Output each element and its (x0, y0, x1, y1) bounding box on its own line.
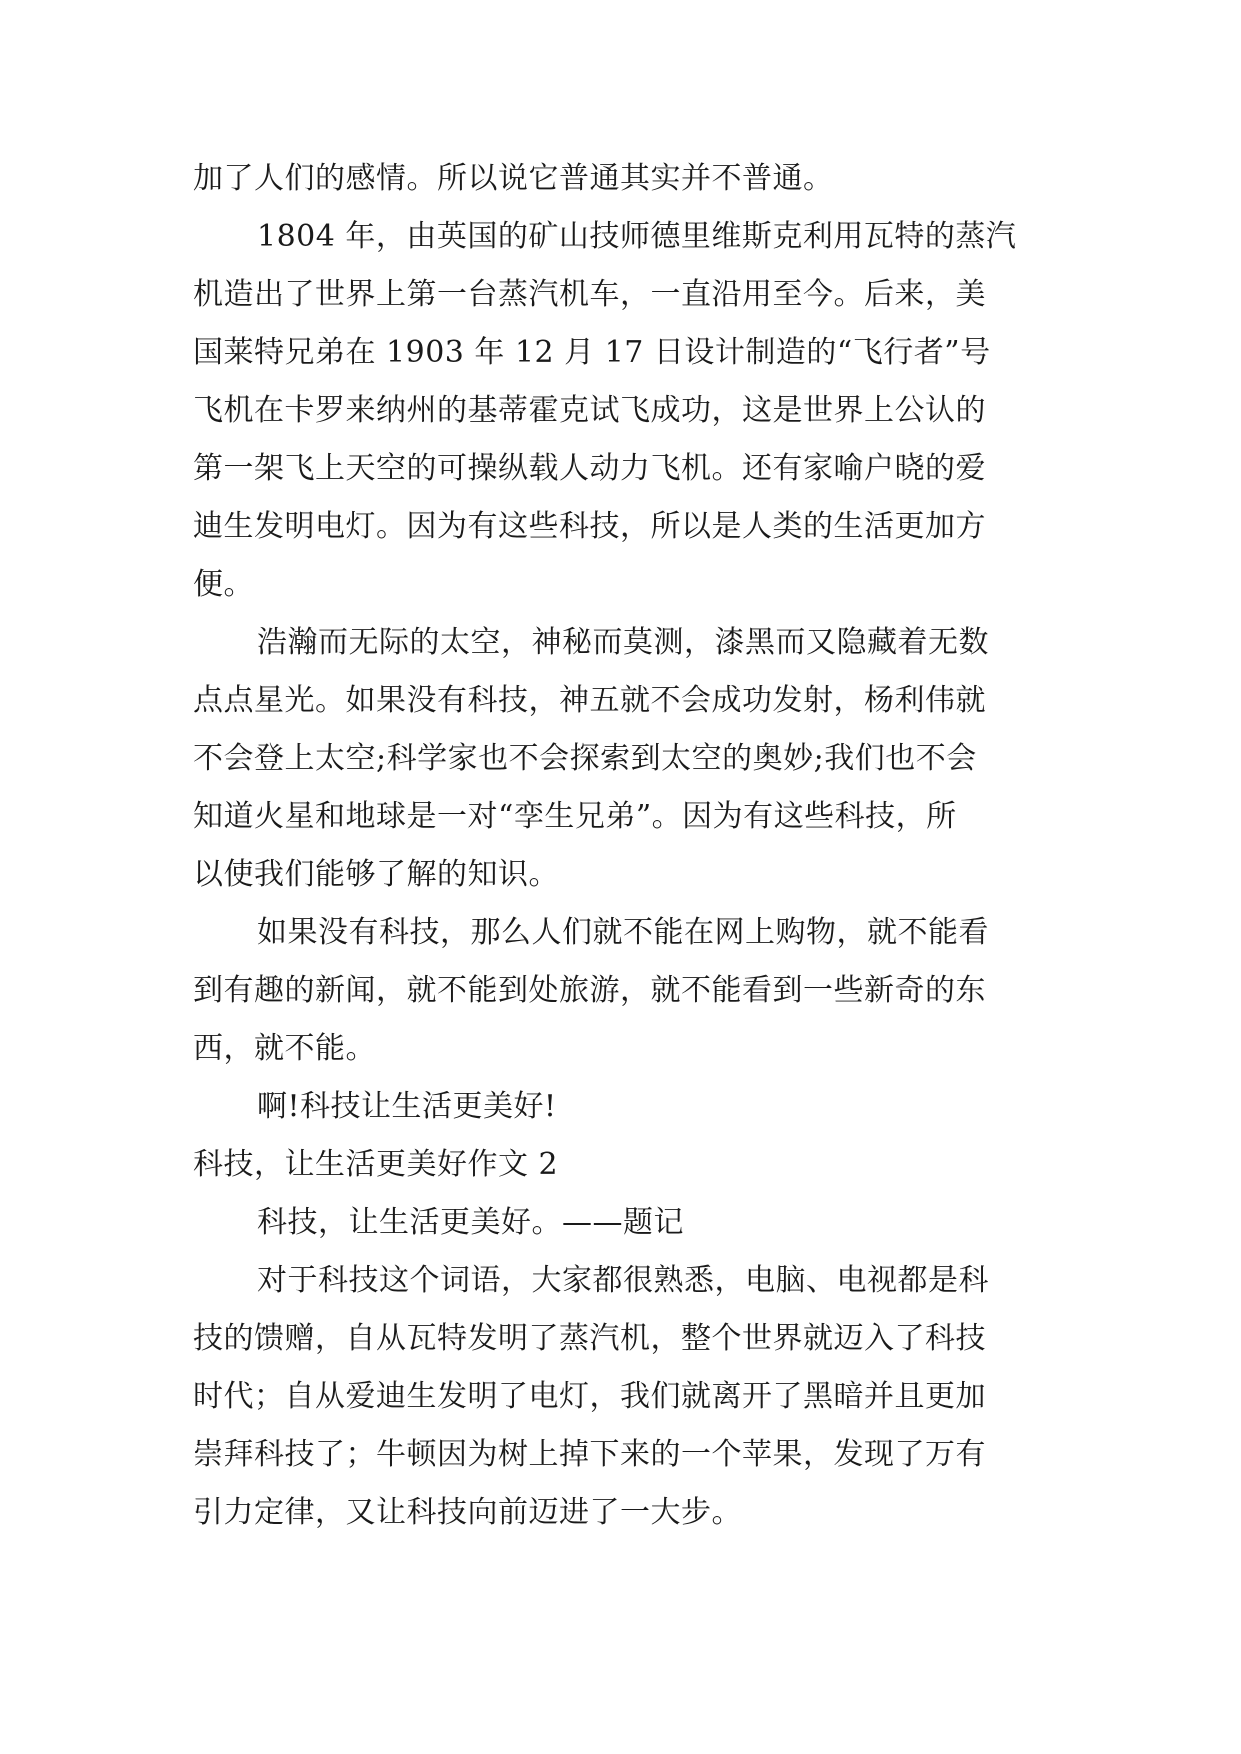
paragraph-start-line: 浩瀚而无际的太空，神秘而莫测，漆黑而又隐藏着无数 (257, 625, 989, 660)
text-line: 便。 (193, 567, 254, 602)
paragraph-start-line: 对于科技这个词语，大家都很熟悉，电脑、电视都是科 (257, 1263, 989, 1298)
text-line: 技的馈赠，自从瓦特发明了蒸汽机，整个世界就迈入了科技 (193, 1321, 986, 1356)
essay-heading: 科技，让生活更美好作文 2 (193, 1147, 559, 1182)
text-line: 第一架飞上天空的可操纵载人动力飞机。还有家喻户晓的爱 (193, 451, 986, 486)
paragraph-start-line: 1804 年，由英国的矿山技师德里维斯克利用瓦特的蒸汽 (257, 219, 1017, 254)
text-line: 引力定律，又让科技向前迈进了一大步。 (193, 1495, 742, 1530)
text-line: 西，就不能。 (193, 1031, 376, 1066)
text-line: 点点星光。如果没有科技，神五就不会成功发射，杨利伟就 (193, 683, 986, 718)
text-line: 时代；自从爱迪生发明了电灯，我们就离开了黑暗并且更加 (193, 1379, 986, 1414)
paragraph-start-line: 如果没有科技，那么人们就不能在网上购物，就不能看 (257, 915, 989, 950)
text-line: 加了人们的感情。所以说它普通其实并不普通。 (193, 161, 834, 196)
text-line: 不会登上太空;科学家也不会探索到太空的奥妙;我们也不会 (193, 741, 977, 776)
epigraph-line: 科技，让生活更美好。——题记 (257, 1205, 684, 1240)
text-line: 机造出了世界上第一台蒸汽机车，一直沿用至今。后来，美 (193, 277, 986, 312)
text-line: 崇拜科技了；牛顿因为树上掉下来的一个苹果，发现了万有 (193, 1437, 986, 1472)
exclamation-line: 啊!科技让生活更美好! (257, 1089, 557, 1124)
text-line: 到有趣的新闻，就不能到处旅游，就不能看到一些新奇的东 (193, 973, 986, 1008)
text-line: 迪生发明电灯。因为有这些科技，所以是人类的生活更加方 (193, 509, 986, 544)
text-line: 以使我们能够了解的知识。 (193, 857, 559, 892)
document-page (193, 150, 1055, 1542)
text-line: 飞机在卡罗来纳州的基蒂霍克试飞成功，这是世界上公认的 (193, 393, 986, 428)
text-line: 知道火星和地球是一对“孪生兄弟”。因为有这些科技，所 (193, 799, 957, 834)
text-line: 国莱特兄弟在 1903 年 12 月 17 日设计制造的“飞行者”号 (193, 335, 991, 370)
